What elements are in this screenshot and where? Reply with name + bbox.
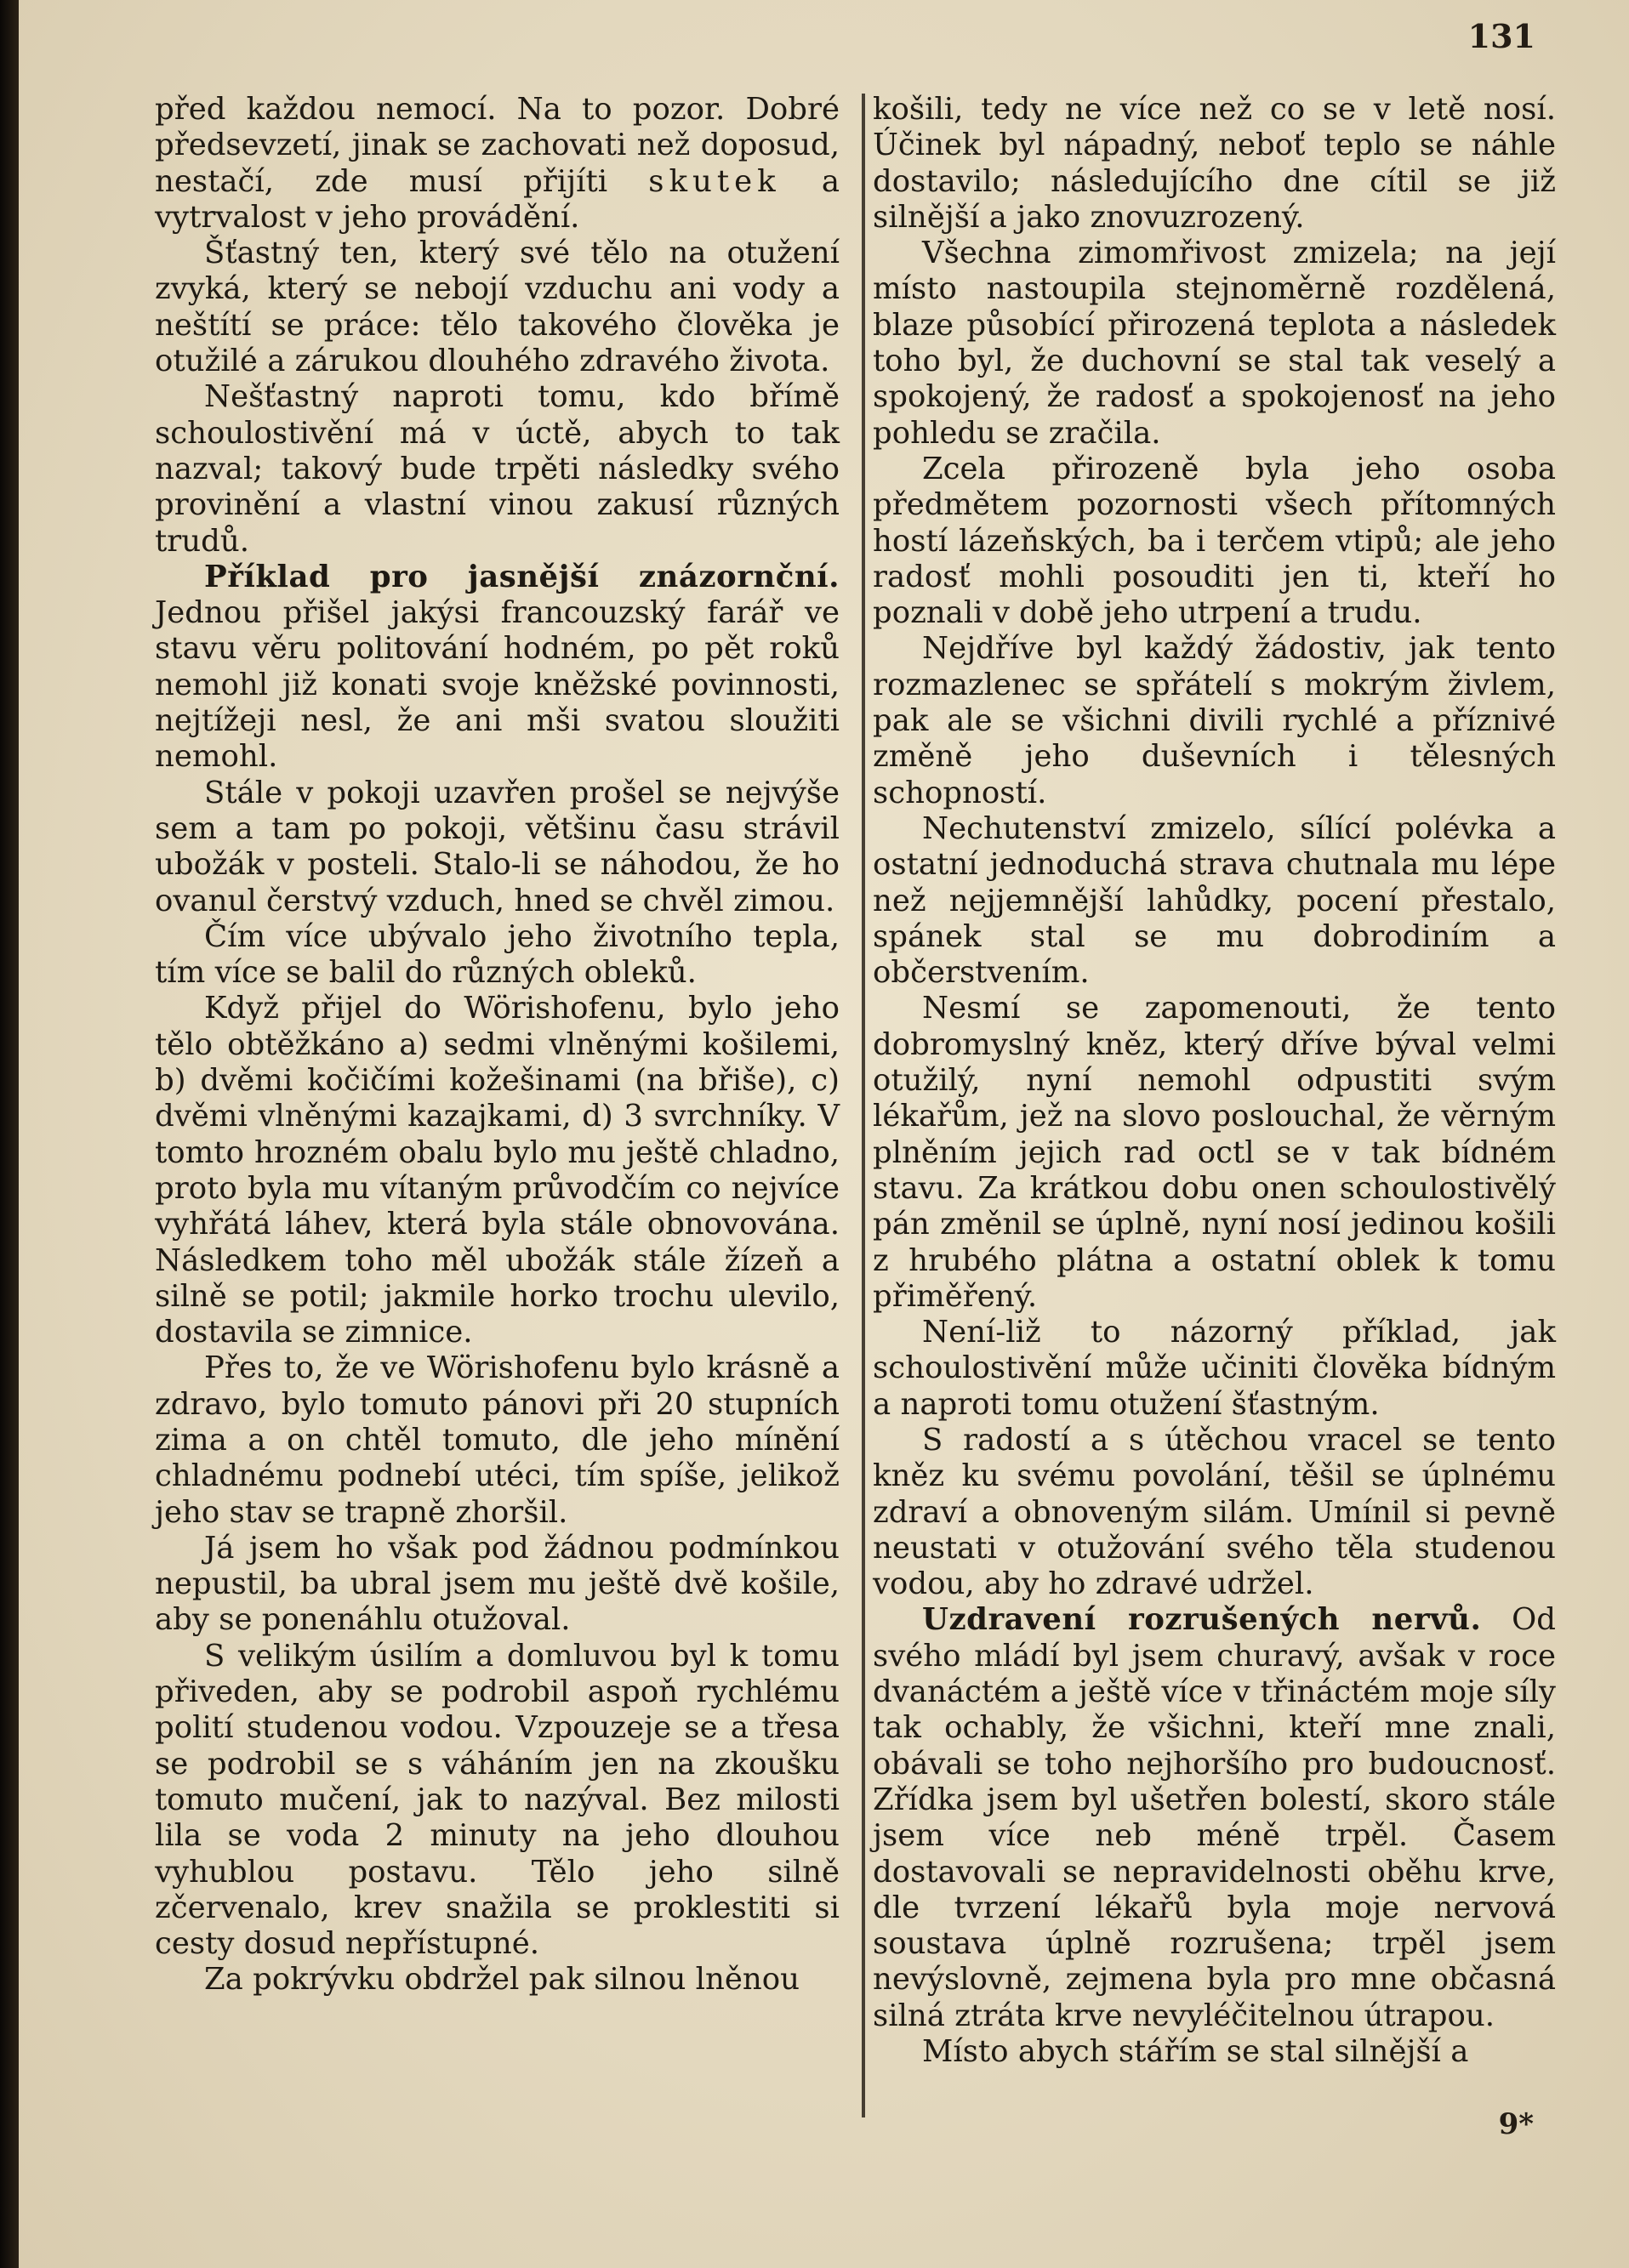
printer-signature-mark: 9* — [1498, 2107, 1534, 2141]
paragraph: košili, tedy ne více než co se v letě nosí. Účinek byl nápadný, neboť teplo se náhle dostavilo; následujícího dne cítil se již silnější a jako znovuzrozený. — [873, 92, 1556, 235]
page-number: 131 — [1467, 17, 1535, 55]
paragraph: S radostí a s útěchou vracel se tento kněz ku svému povolání, těšil se úplnému zdraví a obnoveným silám. Umínil si pevně neustati v otužování svého těla studenou vodou, aby ho zdravé udržel. — [873, 1422, 1556, 1602]
paragraph: S velikým úsilím a domluvou byl k tomu přiveden, aby se podrobil aspoň rychlému polití studenou vodou. Vzpouzeje se a třesa se podrobil se s váháním jen na zkoušku tomuto mučení, jak to nazýval. Bez milosti lila se voda 2 minuty na jeho dlouhou vyhublou postavu. Tělo jeho silně zčervenalo, krev snažila se proklestiti si cesty dosud nepřístupné. — [155, 1638, 840, 1962]
paragraph: Přes to, že ve Wörishofenu bylo krásně a zdravo, bylo tomuto pánovi při 20 stupních zima a on chtěl tomuto, dle jeho mínění chladnému podnebí utéci, tím spíše, jelikož jeho stav se trapně zhoršil. — [155, 1350, 840, 1530]
paragraph-text: Jednou přišel jakýsi francouzský farář ve stavu věru politování hodném, po pět roků nemohl již konati svoje kněžské povinnosti, nejtížeji nesl, že ani mši svatou sloužiti nemohl. — [155, 595, 840, 775]
paragraph: Nejdříve byl každý žádostiv, jak tento rozmazlenec se spřátelí s mokrým živlem, pak ale se všichni divili rychlé a příznivé změně jeho duševních i tělesných schopností. — [873, 631, 1556, 810]
paragraph: Šťastný ten, který své tělo na otužení zvyká, který se nebojí vzduchu ani vody a neštítí se práce: tělo takového člověka je otužilé a zárukou dlouhého zdravého života. — [155, 236, 840, 379]
paragraph — [155, 560, 840, 776]
paragraph: Já jsem ho však pod žádnou podmínkou nepustil, ba ubral jsem mu ještě dvě košile, aby se ponenáhlu otužoval. — [155, 1530, 840, 1638]
paragraph: Když přijel do Wörishofenu, bylo jeho tělo obtěžkáno a) sedmi vlněnými košilemi, b) dvěmi kočičími kožešinami (na břiše), c) dvěmi vlněnými kazajkami, d) 3 svrchníky. V tomto hrozném obalu bylo mu ještě chladno, proto byla mu vítaným průvodčím co nejvíce vyhřátá láhev, která byla stále obnovována. Následkem toho měl ubožák stále žízeň a silně se potil; jakmile horko trochu ulevilo, dostavila se zimnice. — [155, 991, 840, 1350]
paragraph: Stále v pokoji uzavřen prošel se nejvýše sem a tam po pokoji, většinu času strávil ubožák v posteli. Stalo-li se náhodou, že ho ovanul čerstvý vzduch, hned se chvěl zimou. — [155, 775, 840, 918]
paragraph: Není-liž to názorný příklad, jak schoulostivění může učiniti člověka bídným a naproti tomu otužení šťastným. — [873, 1315, 1556, 1422]
paragraph: Místo abych stářím se stal silnější a — [922, 2034, 1469, 2070]
section-heading: Příklad pro jasnější znázornční. — [204, 559, 840, 594]
paragraph-text: Od svého mládí byl jsem churavý, avšak v roce dvanáctém a ještě více v třináctém moje síly tak ochably, že všichni, kteří mne znali, obávali se toho nejhoršího pro budoucnosť. Zřídka jsem byl ušetřen bolestí, skoro stále jsem více neb méně trpěl. Časem dostavovali se nepravidelnosti oběhu krve, dle tvrzení lékařů byla moje nervová soustava úplně rozrušena; trpěl jsem nevýslovně, zejmena byla pro mne občasná silná ztráta krve nevyléčitelnou útrapou. — [873, 1602, 1556, 2033]
paragraph: Nešťastný naproti tomu, kdo břímě schoulostivění má v úctě, abych to tak nazval; takový bude trpěti následky svého provinění a vlastní vinou zakusí různých trudů. — [155, 379, 840, 559]
column-divider — [862, 94, 865, 2117]
paragraph-text: před každou nemocí. Na to pozor. Dobré předsevzetí, jinak se zachovati než doposud, nestačí, zde musí přijíti — [155, 92, 840, 199]
paragraph: Všechna zimomřivost zmizela; na její místo nastoupila stejnoměrně rozdělená, blaze působící přirozená teplota a následek toho byl, že duchovní se stal tak veselý a spokojený, že radosť a spokojenosť na jeho pohledu se zračila. — [873, 236, 1556, 451]
right-column — [873, 92, 1556, 2070]
paragraph: Za pokrývku obdržel pak silnou lněnou — [204, 1962, 800, 1998]
paragraph: Čím více ubývalo jeho životního tepla, tím více se balil do různých obleků. — [155, 918, 840, 991]
book-binding-edge — [0, 0, 19, 2268]
paragraph — [873, 1602, 1556, 2034]
emphasized-word: skutek — [648, 163, 781, 199]
paragraph: Zcela přirozeně byla jeho osoba předmětem pozornosti všech přítomných hostí lázeňských, ba i terčem vtipů; ale jeho radosť mohli posouditi jen ti, kteří ho poznali v době jeho utrpení a trudu. — [873, 451, 1556, 631]
paragraph — [155, 92, 840, 236]
paragraph: Nesmí se zapomenouti, že tento dobromyslný kněz, který dříve býval velmi otužilý, nyní nemohl odpustiti svým lékařům, jež na slovo poslouchal, že věrným plněním jejich rad octl se v tak bídném stavu. Za krátkou dobu onen schoulostivělý pán změnil se úplně, nyní nosí jedinou košili z hrubého plátna a ostatní oblek k tomu přiměřený. — [873, 991, 1556, 1314]
left-column — [155, 92, 840, 1998]
paragraph-text: a vytrvalost v jeho provádění. — [155, 163, 840, 235]
book-page — [19, 0, 1629, 2268]
paragraph: Nechutenství zmizelo, sílící polévka a ostatní jednoduchá strava chutnala mu lépe než nejjemnější lahůdky, pocení přestalo, spánek stal se mu dobrodiním a občerstvením. — [873, 810, 1556, 991]
section-heading: Uzdravení rozrušených nervů. — [922, 1602, 1482, 1638]
